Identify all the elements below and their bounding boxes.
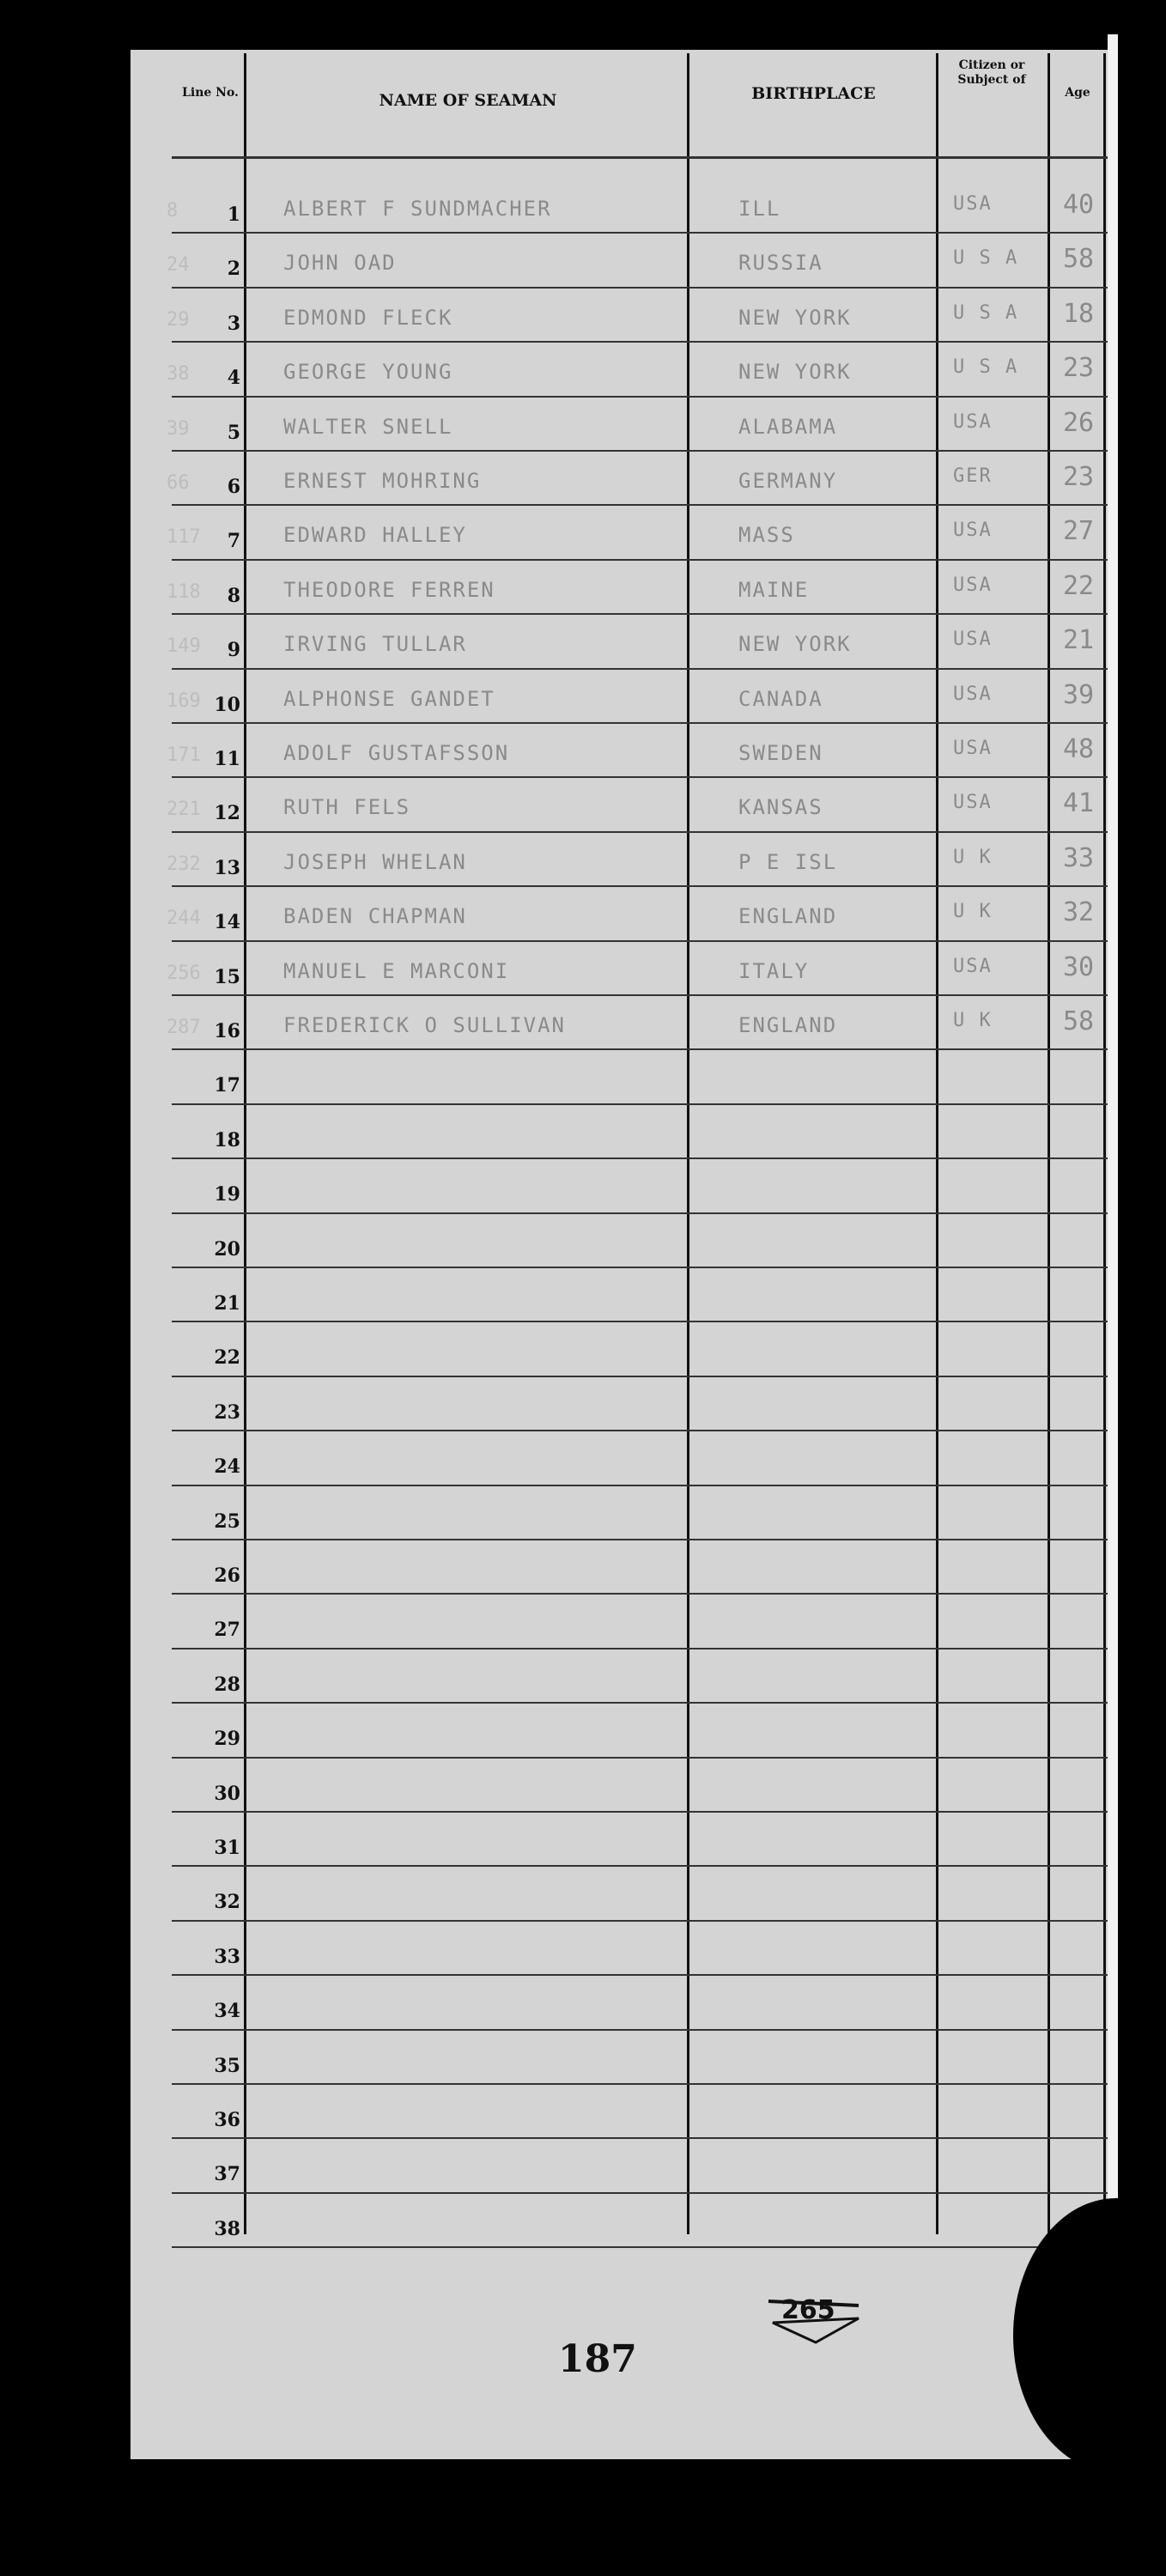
line-number: 21 <box>214 1292 240 1315</box>
line-number: 11 <box>214 748 240 770</box>
line-number: 8 <box>227 584 240 607</box>
birthplace: SWEDEN <box>738 741 823 765</box>
row-rule <box>172 396 1108 398</box>
row-rule <box>172 613 1108 615</box>
age: 22 <box>1063 570 1095 601</box>
line-number: 29 <box>214 1728 240 1751</box>
row-rule <box>172 1321 1108 1322</box>
row-rule <box>172 287 1108 289</box>
row-rule <box>172 1430 1108 1431</box>
row-rule <box>172 1920 1108 1922</box>
age: 18 <box>1063 298 1095 329</box>
citizenship: USA <box>953 574 993 596</box>
citizenship: U K <box>953 846 993 868</box>
row-rule <box>172 2137 1108 2139</box>
stamp-number: 118 <box>167 580 201 603</box>
seaman-name: RUTH FELS <box>283 795 411 820</box>
line-number: 22 <box>214 1346 240 1370</box>
line-number: 17 <box>214 1074 240 1097</box>
row-rule <box>172 450 1108 452</box>
citizenship: USA <box>953 738 993 759</box>
seaman-name: ADOLF GUSTAFSSON <box>283 741 510 765</box>
line-number: 6 <box>227 476 240 498</box>
line-number: 18 <box>214 1128 240 1151</box>
citizenship: USA <box>953 792 993 814</box>
seaman-name: ERNEST MOHRING <box>283 469 482 493</box>
birthplace: ENGLAND <box>738 1013 838 1037</box>
header-line-no: Line No. <box>182 86 239 100</box>
birthplace: ALABAMA <box>738 414 838 439</box>
line-number: 9 <box>227 639 240 662</box>
age: 23 <box>1063 353 1095 384</box>
line-number: 10 <box>214 693 240 716</box>
row-rule <box>172 1811 1108 1813</box>
birthplace: NEW YORK <box>738 305 852 330</box>
birthplace: NEW YORK <box>738 360 852 385</box>
line-number: 31 <box>214 1837 240 1859</box>
line-number: 27 <box>214 1619 240 1642</box>
citizenship: USA <box>953 410 993 433</box>
line-number: 13 <box>214 856 240 879</box>
row-rule <box>172 1702 1108 1704</box>
row-rule <box>172 232 1108 234</box>
row-rule <box>172 2029 1108 2031</box>
age: 39 <box>1063 679 1095 710</box>
line-number: 7 <box>227 530 240 553</box>
row-rule <box>172 668 1108 670</box>
row-rule <box>172 1157 1108 1159</box>
seaman-name: THEODORE FERREN <box>283 577 495 602</box>
stamp-number: 66 <box>167 472 190 494</box>
age: 58 <box>1063 244 1095 275</box>
row-rule <box>172 1103 1108 1105</box>
row-rule <box>172 2246 1108 2248</box>
line-number: 20 <box>214 1237 240 1261</box>
citizenship: USA <box>953 193 993 215</box>
line-number: 23 <box>214 1400 240 1424</box>
line-number: 33 <box>214 1945 240 1968</box>
row-rule <box>172 1865 1108 1867</box>
stamp-number: 232 <box>167 853 201 875</box>
birthplace: KANSAS <box>738 795 823 820</box>
header-divider <box>172 156 1108 159</box>
row-rule <box>172 1593 1108 1595</box>
stamp-number: 256 <box>167 962 201 984</box>
header-birthplace: BIRTHPLACE <box>751 84 876 103</box>
stamp-number: 8 <box>167 200 179 222</box>
citizenship: USA <box>953 683 993 705</box>
stamp-number: 29 <box>167 308 190 331</box>
stamp-number: 38 <box>167 363 190 386</box>
row-rule <box>172 1648 1108 1649</box>
seaman-name: JOSEPH WHELAN <box>283 849 467 874</box>
seaman-name: BADEN CHAPMAN <box>283 904 467 929</box>
header-citizen: Citizen or Subject of <box>957 58 1026 87</box>
seaman-name: EDWARD HALLEY <box>283 523 467 548</box>
col-divider-citizen <box>1048 53 1050 2234</box>
age: 48 <box>1063 734 1095 764</box>
row-rule <box>172 2192 1108 2194</box>
citizenship: GER <box>953 465 993 487</box>
col-divider-name <box>687 53 689 2234</box>
seaman-name: ALBERT F SUNDMACHER <box>283 197 552 221</box>
seaman-name: JOHN OAD <box>283 251 397 276</box>
row-rule <box>172 1048 1108 1050</box>
seaman-name: MANUEL E MARCONI <box>283 958 510 983</box>
stamp-number: 149 <box>167 635 201 658</box>
seaman-table <box>167 53 1108 2240</box>
seaman-name: GEORGE YOUNG <box>283 360 453 385</box>
citizenship: U K <box>953 1010 993 1031</box>
citizenship: USA <box>953 955 993 977</box>
age: 26 <box>1063 407 1095 438</box>
birthplace: ENGLAND <box>738 904 838 929</box>
stamp-number: 244 <box>167 908 201 930</box>
line-number: 15 <box>214 965 240 988</box>
line-number: 5 <box>227 421 240 444</box>
row-rule <box>172 1212 1108 1214</box>
line-number: 32 <box>214 1891 240 1914</box>
row-rule <box>172 940 1108 942</box>
row-rule <box>172 1267 1108 1268</box>
stamp-number: 287 <box>167 1017 201 1038</box>
sheet-edge-strip <box>1108 34 1118 2215</box>
line-number: 30 <box>214 1782 240 1805</box>
seaman-name: FREDERICK O SULLIVAN <box>283 1013 566 1037</box>
line-number: 25 <box>214 1510 240 1533</box>
row-rule <box>172 831 1108 833</box>
row-rule <box>172 776 1108 778</box>
stamp-number: 221 <box>167 799 201 821</box>
line-number: 34 <box>214 2000 240 2023</box>
age: 30 <box>1063 951 1095 982</box>
citizenship: U S A <box>953 247 1019 270</box>
row-rule <box>172 1757 1108 1759</box>
birthplace: GERMANY <box>738 469 838 493</box>
crossed-out-number <box>764 2284 867 2344</box>
line-number: 14 <box>214 911 240 934</box>
age: 41 <box>1063 788 1095 819</box>
header-name-of-seaman: NAME OF SEAMAN <box>379 91 557 110</box>
row-rule <box>172 341 1108 343</box>
age: 33 <box>1063 842 1095 873</box>
line-number: 1 <box>227 204 240 226</box>
birthplace: ITALY <box>738 958 810 983</box>
age: 40 <box>1063 190 1095 220</box>
col-divider-line-no <box>244 53 246 2234</box>
seaman-name: ALPHONSE GANDET <box>283 686 495 711</box>
col-divider-birthplace <box>936 53 938 2234</box>
age: 27 <box>1063 516 1095 547</box>
birthplace: RUSSIA <box>738 251 823 276</box>
stamp-number: 39 <box>167 417 190 440</box>
header-age: Age <box>1065 86 1090 100</box>
row-rule <box>172 559 1108 561</box>
line-number: 4 <box>227 367 240 390</box>
citizenship: U S A <box>953 301 1019 324</box>
row-rule <box>172 1376 1108 1377</box>
line-number: 2 <box>227 258 240 281</box>
age: 21 <box>1063 625 1095 656</box>
crossed-number-text: 265 <box>781 2295 835 2325</box>
row-rule <box>172 1539 1108 1540</box>
seaman-name: IRVING TULLAR <box>283 632 467 657</box>
line-number: 35 <box>214 2054 240 2077</box>
stamp-number: 117 <box>167 526 201 549</box>
line-number: 24 <box>214 1455 240 1479</box>
age: 58 <box>1063 1006 1095 1036</box>
birthplace: NEW YORK <box>738 632 852 657</box>
row-rule <box>172 994 1108 996</box>
citizenship: U K <box>953 901 993 923</box>
stamp-number: 169 <box>167 690 201 712</box>
seaman-name: EDMOND FLECK <box>283 305 453 330</box>
stamp-number: 24 <box>167 254 190 276</box>
line-number: 16 <box>214 1020 240 1042</box>
line-number: 3 <box>227 312 240 335</box>
row-rule <box>172 722 1108 724</box>
birthplace: CANADA <box>738 686 823 711</box>
page-number: 187 <box>558 2337 637 2381</box>
line-number: 36 <box>214 2109 240 2131</box>
row-rule <box>172 504 1108 506</box>
line-number: 38 <box>214 2217 240 2240</box>
row-rule <box>172 1485 1108 1486</box>
line-number: 19 <box>214 1183 240 1206</box>
line-number: 26 <box>214 1564 240 1587</box>
seaman-name: WALTER SNELL <box>283 414 453 439</box>
birthplace: P E ISL <box>738 849 838 874</box>
age: 32 <box>1063 897 1095 928</box>
row-rule <box>172 885 1108 887</box>
row-rule <box>172 2083 1108 2085</box>
birthplace: ILL <box>738 197 781 221</box>
line-number: 12 <box>214 802 240 825</box>
citizenship: U S A <box>953 356 1019 379</box>
line-number: 28 <box>214 1673 240 1696</box>
row-rule <box>172 1974 1108 1976</box>
col-divider-age <box>1103 53 1106 2234</box>
age: 23 <box>1063 462 1095 492</box>
birthplace: MASS <box>738 523 795 548</box>
stamp-number: 171 <box>167 744 201 766</box>
citizenship: USA <box>953 629 993 651</box>
birthplace: MAINE <box>738 577 810 602</box>
citizenship: USA <box>953 519 993 542</box>
line-number: 37 <box>214 2163 240 2186</box>
